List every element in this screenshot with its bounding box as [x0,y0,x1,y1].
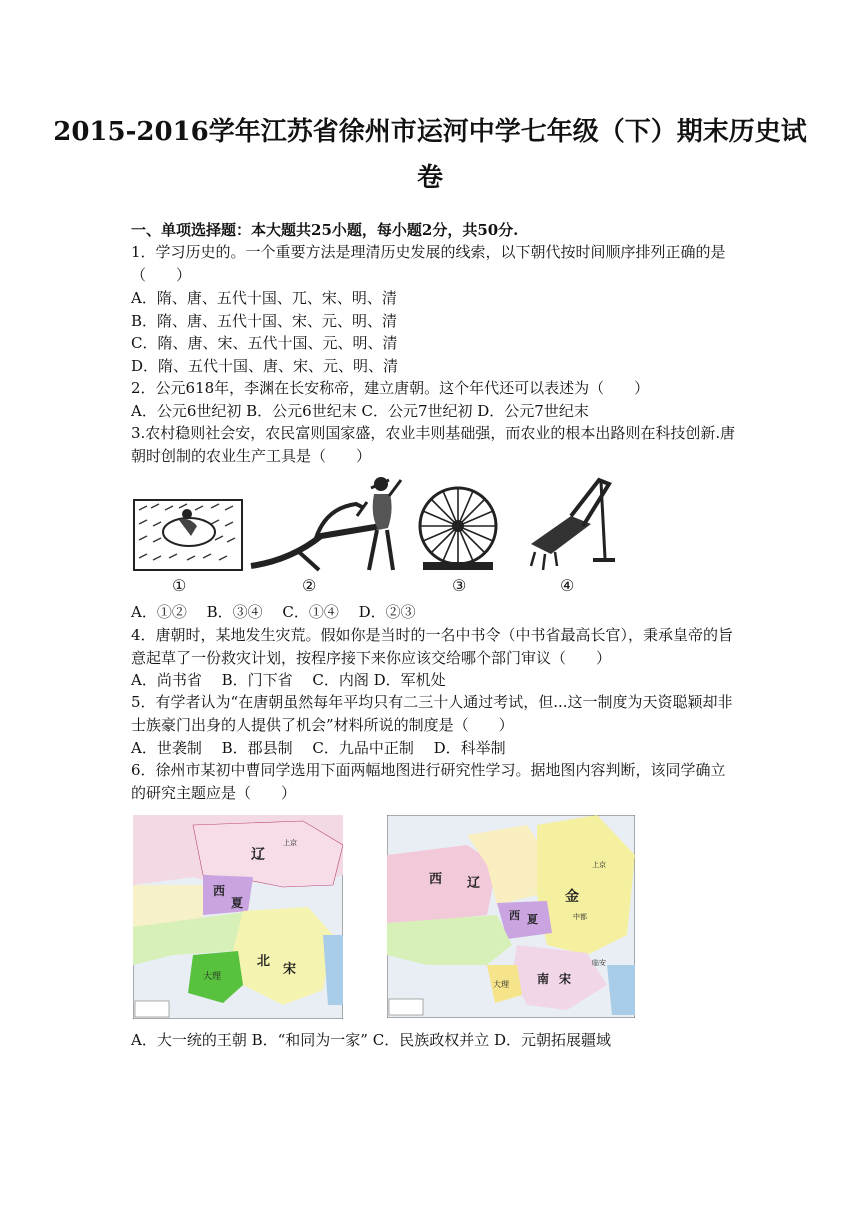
question-1-stem: 1．学习历史的。一个重要方法是理清历史发展的线索，以下朝代按时间顺序排列正确的是 [131,243,726,261]
question-1-option-b: B．隋、唐、五代十国、宋、元、明、清 [131,312,398,330]
question-5-stem: 5．有学者认为“在唐朝虽然每年平均只有二三十人通过考试，但...这一制度为天资聪颖却非 [131,693,733,711]
figure-label-2: ② [302,576,317,595]
farming-tools-figure [131,474,621,578]
question-3-stem-cont: 朝时创制的农业生产工具是（ ） [131,447,372,465]
map1-label-xia: 夏 [231,896,244,910]
figure-label-1: ① [172,576,187,595]
question-6-stem-cont: 的研究主题应是（ ） [131,784,297,802]
question-3-options: A．①② B．③④ C．①④ D．②③ [131,603,416,621]
question-2-options: A．公元6世纪初 B．公元6世纪末 C．公元7世纪初 D．公元7世纪末 [131,402,589,420]
map2-label-song: 宋 [559,972,572,986]
map2-label-nan: 南 [537,972,550,986]
map2-label-linan: 临安 [592,959,606,967]
question-6-stem: 6．徐州市某初中曹同学选用下面两幅地图进行研究性学习。据地图内容判断，该同学确立 [131,761,726,779]
question-4-stem: 4．唐朝时，某地发生灾荒。假如你是当时的一名中书令（中书省最高长官），秉承皇帝的旨 [131,626,734,644]
figure-label-4: ④ [560,576,575,595]
section-heading: 一、单项选择题：本大题共25小题，每小题2分，共50分. [131,221,519,239]
tool-4-image [531,480,615,570]
map-liao-northern-song [133,815,343,1019]
map1-label-shangjing: 上京 [283,839,297,847]
tool-1-image [134,500,242,570]
map1-label-dali: 大理 [203,972,222,982]
question-1-option-c: C．隋、唐、宋、五代十国、元、明、清 [131,334,398,352]
map-jin-southern-song [387,815,635,1018]
figure-label-3: ③ [452,576,467,595]
map1-label-bei: 北 [257,954,271,969]
question-4-stem-cont: 意起草了一份救灾计划，按程序接下来你应该交给哪个部门审议（ ） [131,649,612,667]
question-5-stem-cont: 士族豪门出身的人提供了机会”材料所说的制度是（ ） [131,716,514,734]
question-5-options: A．世袭制 B．郡县制 C．九品中正制 D．科举制 [131,739,506,757]
map2-label-zhongdu: 中都 [573,913,587,921]
map2-label-dali: 大理 [493,980,509,989]
question-2-stem: 2．公元618年，李渊在长安称帝，建立唐朝。这个年代还可以表述为（ ） [131,379,650,397]
tool-2-image [251,477,401,570]
page-title-continued: 卷 [416,163,443,193]
map1-label-liao: 辽 [251,847,265,863]
question-1-option-a: A．隋、唐、五代十国、兀、宋、明、清 [131,289,397,307]
map2-label-xia: 夏 [527,913,538,926]
map1-label-song: 宋 [283,962,297,977]
map2-label-xi: 西 [509,909,520,922]
map2-label-jin: 金 [565,889,579,905]
map2-label-shangjing: 上京 [592,861,606,869]
page-title: 2015-2016学年江苏省徐州市运河中学七年级（下）期末历史试 [53,117,807,147]
map2-label-xi-liao-2: 辽 [467,876,481,891]
tool-3-image [420,488,496,570]
map2-label-xi-liao-1: 西 [429,872,443,887]
question-3-stem: 3.农村稳则社会安，农民富则国家盛，农业丰则基础强，而农业的根本出路则在科技创新.唐 [131,424,736,442]
question-6-options: A．大一统的王朝 B．“和同为一家” C．民族政权并立 D．元朝拓展疆域 [131,1031,612,1049]
question-4-options: A．尚书省 B．门下省 C．内阁 D．军机处 [131,671,446,689]
map1-label-xi: 西 [213,884,226,898]
question-1-option-d: D．隋、五代十国、唐、宋、元、明、清 [131,357,399,375]
question-1-stem-cont: （ ） [131,266,192,284]
